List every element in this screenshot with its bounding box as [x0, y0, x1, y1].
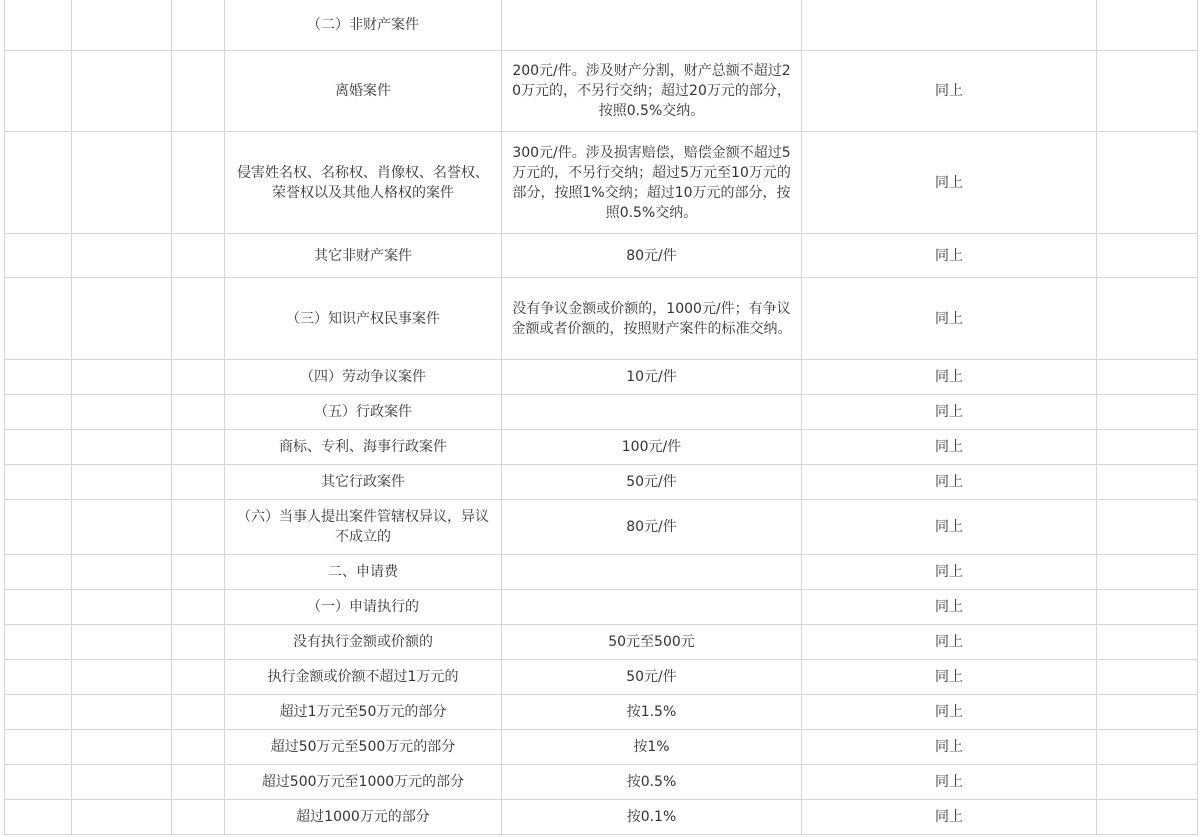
blank-cell — [5, 625, 72, 660]
fee-cell — [502, 395, 802, 430]
blank-cell — [172, 695, 225, 730]
blank-cell — [72, 800, 172, 835]
fee-cell: 80元/件 — [502, 234, 802, 278]
blank-cell — [5, 132, 72, 234]
note-cell: 同上 — [802, 500, 1097, 555]
table-row — [5, 590, 1198, 625]
item-cell: 超过50万元至500万元的部分 — [225, 730, 502, 765]
blank-cell — [1097, 360, 1198, 395]
blank-cell — [5, 500, 72, 555]
blank-cell — [1097, 695, 1198, 730]
item-cell: （三）知识产权民事案件 — [225, 278, 502, 360]
table-row — [5, 660, 1198, 695]
table-row — [5, 278, 1198, 360]
item-cell: （五）行政案件 — [225, 395, 502, 430]
blank-cell — [72, 695, 172, 730]
item-cell: 超过1万元至50万元的部分 — [225, 695, 502, 730]
blank-cell — [1097, 132, 1198, 234]
blank-cell — [5, 234, 72, 278]
blank-cell — [1097, 0, 1198, 51]
blank-cell — [1097, 51, 1198, 132]
note-cell: 同上 — [802, 800, 1097, 835]
blank-cell — [1097, 430, 1198, 465]
item-cell: 超过1000万元的部分 — [225, 800, 502, 835]
item-cell: 离婚案件 — [225, 51, 502, 132]
blank-cell — [172, 0, 225, 51]
blank-cell — [5, 695, 72, 730]
item-cell: 其它非财产案件 — [225, 234, 502, 278]
blank-cell — [72, 625, 172, 660]
blank-cell — [72, 51, 172, 132]
item-cell: 二、申请费 — [225, 555, 502, 590]
note-cell: 同上 — [802, 430, 1097, 465]
blank-cell — [1097, 500, 1198, 555]
blank-cell — [1097, 590, 1198, 625]
blank-cell — [1097, 765, 1198, 800]
blank-cell — [5, 395, 72, 430]
fee-cell: 10元/件 — [502, 360, 802, 395]
fee-table-body — [5, 0, 1198, 835]
blank-cell — [172, 500, 225, 555]
note-cell: 同上 — [802, 132, 1097, 234]
fee-cell: 按0.5% — [502, 765, 802, 800]
blank-cell — [172, 278, 225, 360]
blank-cell — [172, 555, 225, 590]
note-cell: 同上 — [802, 51, 1097, 132]
blank-cell — [72, 730, 172, 765]
table-row — [5, 730, 1198, 765]
note-cell: 同上 — [802, 625, 1097, 660]
blank-cell — [5, 730, 72, 765]
blank-cell — [72, 465, 172, 500]
fee-table — [4, 0, 1198, 835]
blank-cell — [172, 660, 225, 695]
blank-cell — [72, 132, 172, 234]
blank-cell — [72, 430, 172, 465]
table-row — [5, 430, 1198, 465]
blank-cell — [72, 234, 172, 278]
fee-cell: 80元/件 — [502, 500, 802, 555]
table-row — [5, 555, 1198, 590]
note-cell: 同上 — [802, 765, 1097, 800]
note-cell: 同上 — [802, 695, 1097, 730]
table-row — [5, 465, 1198, 500]
blank-cell — [172, 765, 225, 800]
blank-cell — [172, 360, 225, 395]
fee-cell: 没有争议金额或价额的，1000元/件；有争议金额或者价额的，按照财产案件的标准交纳。 — [502, 278, 802, 360]
fee-cell: 按1% — [502, 730, 802, 765]
blank-cell — [1097, 465, 1198, 500]
note-cell: 同上 — [802, 278, 1097, 360]
blank-cell — [1097, 234, 1198, 278]
fee-cell: 50元/件 — [502, 465, 802, 500]
blank-cell — [1097, 555, 1198, 590]
item-cell: 没有执行金额或价额的 — [225, 625, 502, 660]
fee-cell: 100元/件 — [502, 430, 802, 465]
blank-cell — [1097, 278, 1198, 360]
item-cell: 其它行政案件 — [225, 465, 502, 500]
fee-cell: 按1.5% — [502, 695, 802, 730]
table-row — [5, 765, 1198, 800]
blank-cell — [5, 0, 72, 51]
blank-cell — [72, 555, 172, 590]
fee-cell: 50元至500元 — [502, 625, 802, 660]
blank-cell — [1097, 625, 1198, 660]
fee-cell: 50元/件 — [502, 660, 802, 695]
blank-cell — [5, 765, 72, 800]
blank-cell — [72, 395, 172, 430]
blank-cell — [1097, 800, 1198, 835]
fee-cell — [502, 555, 802, 590]
blank-cell — [172, 800, 225, 835]
fee-cell: 按0.1% — [502, 800, 802, 835]
blank-cell — [5, 660, 72, 695]
note-cell — [802, 0, 1097, 51]
note-cell: 同上 — [802, 395, 1097, 430]
item-cell: （六）当事人提出案件管辖权异议，异议不成立的 — [225, 500, 502, 555]
blank-cell — [1097, 395, 1198, 430]
blank-cell — [72, 360, 172, 395]
blank-cell — [5, 278, 72, 360]
table-row — [5, 500, 1198, 555]
blank-cell — [172, 430, 225, 465]
blank-cell — [5, 590, 72, 625]
blank-cell — [5, 555, 72, 590]
item-cell: （二）非财产案件 — [225, 0, 502, 51]
item-cell: （四）劳动争议案件 — [225, 360, 502, 395]
fee-cell: 200元/件。涉及财产分割，财产总额不超过20万元的，不另行交纳；超过20万元的部分，按照0.5%交纳。 — [502, 51, 802, 132]
blank-cell — [72, 278, 172, 360]
blank-cell — [172, 132, 225, 234]
blank-cell — [5, 800, 72, 835]
blank-cell — [5, 465, 72, 500]
blank-cell — [1097, 730, 1198, 765]
note-cell: 同上 — [802, 234, 1097, 278]
blank-cell — [5, 430, 72, 465]
blank-cell — [172, 465, 225, 500]
blank-cell — [5, 360, 72, 395]
blank-cell — [72, 660, 172, 695]
blank-cell — [172, 590, 225, 625]
item-cell: 商标、专利、海事行政案件 — [225, 430, 502, 465]
note-cell: 同上 — [802, 555, 1097, 590]
blank-cell — [172, 625, 225, 660]
table-row — [5, 695, 1198, 730]
item-cell: （一）申请执行的 — [225, 590, 502, 625]
fee-cell: 300元/件。涉及损害赔偿，赔偿金额不超过5万元的，不另行交纳；超过5万元至10万元的部分，按照1%交纳；超过10万元的部分，按照0.5%交纳。 — [502, 132, 802, 234]
blank-cell — [72, 590, 172, 625]
table-row — [5, 625, 1198, 660]
fee-cell — [502, 590, 802, 625]
table-row — [5, 395, 1198, 430]
blank-cell — [1097, 660, 1198, 695]
blank-cell — [172, 395, 225, 430]
blank-cell — [172, 51, 225, 132]
item-cell: 执行金额或价额不超过1万元的 — [225, 660, 502, 695]
blank-cell — [72, 0, 172, 51]
note-cell: 同上 — [802, 465, 1097, 500]
table-row — [5, 800, 1198, 835]
fee-cell — [502, 0, 802, 51]
table-row — [5, 234, 1198, 278]
table-row — [5, 132, 1198, 234]
blank-cell — [5, 51, 72, 132]
item-cell: 超过500万元至1000万元的部分 — [225, 765, 502, 800]
note-cell: 同上 — [802, 660, 1097, 695]
blank-cell — [172, 730, 225, 765]
item-cell: 侵害姓名权、名称权、肖像权、名誉权、荣誉权以及其他人格权的案件 — [225, 132, 502, 234]
blank-cell — [72, 500, 172, 555]
note-cell: 同上 — [802, 730, 1097, 765]
note-cell: 同上 — [802, 590, 1097, 625]
note-cell: 同上 — [802, 360, 1097, 395]
blank-cell — [172, 234, 225, 278]
table-row — [5, 360, 1198, 395]
blank-cell — [72, 765, 172, 800]
table-row — [5, 51, 1198, 132]
table-row — [5, 0, 1198, 51]
